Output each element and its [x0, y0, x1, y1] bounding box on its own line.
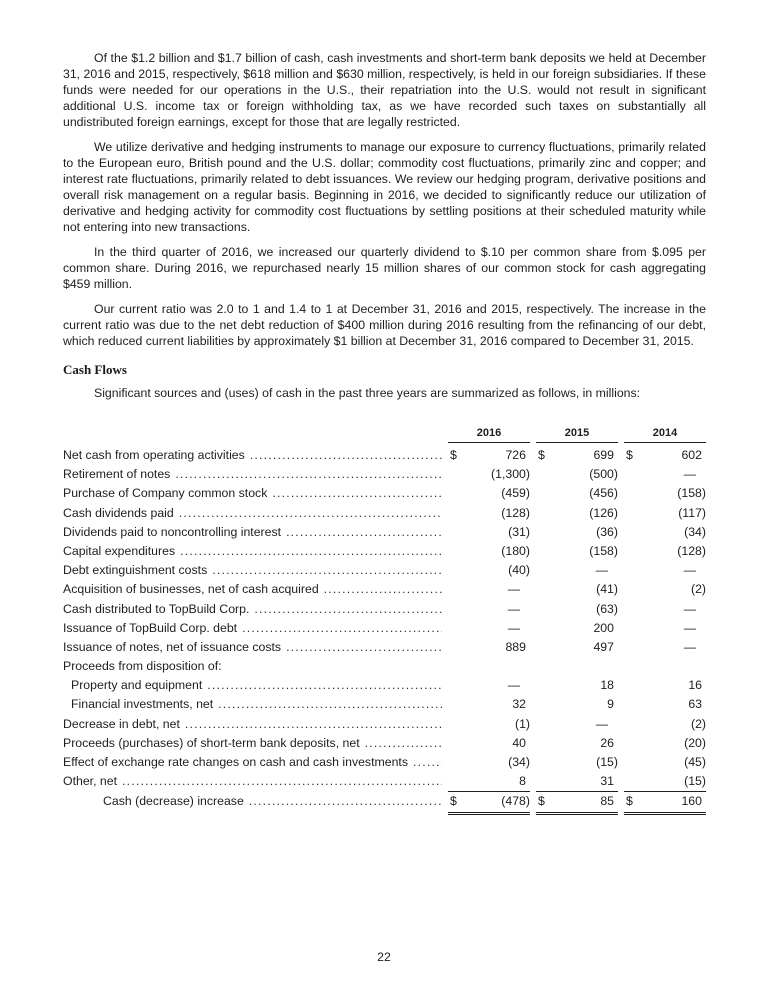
row-label-area: [63, 657, 442, 676]
value-cell: [448, 638, 530, 657]
dot-leader: [207, 676, 442, 695]
value-cell: [624, 600, 706, 619]
cell-value: 31: [600, 774, 614, 789]
row-label: Capital expenditures: [63, 543, 176, 558]
paragraph-derivatives: We utilize derivative and hedging instruments to manage our exposure to currency fluctuations, primarily related to the European euro, British pound and the U.S. dollar; commodity cost fluctuations, primarily zinc and copper; and interest rate fluctuations, primarily related to debt issuances. We review our hedging program, derivative positions and overall risk management on a regular basis. Beginning in 2016, we decided to significantly reduce our utilization of derivative and hedging activity for commodity cost fluctuations by settling positions at their scheduled maturity while not entering into new transactions.: [63, 140, 706, 234]
value-cell: [536, 753, 618, 772]
row-label-area: [63, 734, 442, 753]
row-label: Cash distributed to TopBuild Corp.: [63, 601, 250, 616]
cell-value: (478): [501, 794, 530, 809]
dot-leader: [324, 580, 442, 599]
row-label-area: [63, 484, 442, 503]
table-row: [63, 791, 706, 810]
dot-leader: [122, 772, 442, 791]
cell-value: (2): [690, 582, 706, 597]
row-label-area: [63, 523, 442, 542]
cash-flows-table: [63, 427, 706, 811]
currency-symbol: $: [450, 448, 457, 462]
row-label-area: [63, 446, 442, 465]
dot-leader: [180, 542, 442, 561]
cell-value: (158): [589, 543, 618, 558]
dot-leader: [286, 523, 442, 542]
value-cell: [624, 676, 706, 695]
row-label: Dividends paid to noncontrolling interest: [63, 524, 282, 539]
table-row: [63, 676, 706, 695]
table-row: [63, 580, 706, 599]
table-row: [63, 542, 706, 561]
value-cell: [448, 772, 530, 791]
row-label-area: [63, 753, 442, 772]
cell-value: 16: [688, 678, 702, 693]
paragraph-dividend: In the third quarter of 2016, we increased our quarterly dividend to $.10 per common share from $.095 per common share. During 2016, we repurchased nearly 15 million shares of our common stock for cash aggregating $459 million.: [63, 245, 706, 291]
value-cell: [536, 715, 618, 734]
row-label-area: [63, 676, 442, 695]
row-label: Other, net: [63, 774, 118, 789]
paragraph-current-ratio: Our current ratio was 2.0 to 1 and 1.4 to 1 at December 31, 2016 and 2015, respectively. The increase in the current ratio was due to the net debt reduction of $400 million during 2016 resulting from the refinancing of our debt, which reduced current liabilities by approximately $1 billion at December 31, 2016 compared to December 31, 2015.: [63, 302, 706, 348]
cell-value: (180): [501, 543, 530, 558]
cell-value: 40: [512, 735, 526, 750]
value-cell: [448, 619, 530, 638]
value-cell: [536, 638, 618, 657]
cell-value: (63): [596, 601, 618, 616]
paragraph-cash-held: Of the $1.2 billion and $1.7 billion of cash, cash investments and short-term bank deposits we held at December 31, 2016 and 2015, respectively, $618 million and $630 million, respectively, is held in our foreign subsidiaries. If these funds were needed for our operations in the U.S., their repatriation into the U.S. would not result in significant additional U.S. income tax or foreign withholding tax, as we have recorded such taxes on substantially all undistributed foreign earnings, except for those that are legally restricted.: [63, 51, 706, 129]
value-cell: [448, 734, 530, 753]
dot-leader: [185, 715, 442, 734]
table-row: [63, 753, 706, 772]
dot-leader: [179, 504, 442, 523]
currency-symbol: $: [538, 794, 545, 809]
value-cell: [448, 484, 530, 503]
row-label: Cash dividends paid: [63, 505, 174, 520]
row-label: Proceeds from disposition of:: [63, 659, 222, 674]
cell-value: (36): [596, 524, 618, 539]
table-column-header-2016: 2016: [448, 427, 530, 443]
value-cell: [536, 523, 618, 542]
cell-value: 699: [593, 448, 614, 462]
cell-value: (1,300): [491, 467, 530, 482]
table-row: [63, 446, 706, 465]
currency-symbol: $: [626, 448, 633, 462]
value-cell: [624, 523, 706, 542]
cell-value: —: [507, 601, 520, 616]
value-cell: [624, 504, 706, 523]
value-cell: [624, 772, 706, 791]
table-row: [63, 619, 706, 638]
cell-value: —: [683, 563, 696, 578]
table-row: [63, 504, 706, 523]
cell-value: (15): [596, 755, 618, 769]
value-cell: [536, 542, 618, 561]
row-label: Retirement of notes: [63, 467, 171, 482]
value-cell: [448, 542, 530, 561]
cell-value: (456): [589, 486, 618, 501]
row-label: Decrease in debt, net: [63, 716, 180, 731]
cell-value: (500): [589, 467, 618, 482]
value-cell: [624, 734, 706, 753]
value-cell: [448, 791, 530, 814]
value-cell: [448, 715, 530, 734]
value-cell: [536, 580, 618, 599]
table-row: [63, 484, 706, 503]
cell-value: (15): [684, 774, 706, 789]
cell-value: 8: [519, 774, 526, 789]
row-label-area: [63, 465, 442, 484]
table-header-row: [63, 427, 706, 443]
cell-value: 200: [593, 620, 614, 635]
table-row: [63, 523, 706, 542]
cell-value: (459): [501, 486, 530, 501]
currency-symbol: $: [450, 794, 457, 809]
value-cell: [624, 542, 706, 561]
cell-value: (20): [684, 735, 706, 750]
dot-leader: [242, 619, 442, 638]
table-row: [63, 657, 706, 676]
row-label: Proceeds (purchases) of short-term bank deposits, net: [63, 735, 360, 750]
cell-value: (117): [678, 505, 706, 520]
value-cell: [536, 619, 618, 638]
value-cell: [448, 600, 530, 619]
section-heading-cash-flows: Cash Flows: [63, 362, 127, 377]
table-row: [63, 715, 706, 734]
value-cell: [448, 446, 530, 465]
dot-leader: [413, 753, 442, 772]
cell-value: 160: [681, 794, 702, 809]
row-label-area: [63, 638, 442, 657]
table-column-header-2014: 2014: [624, 427, 706, 443]
cell-value: —: [507, 582, 520, 597]
currency-symbol: $: [538, 448, 545, 462]
dot-leader: [212, 561, 442, 580]
value-cell: [536, 600, 618, 619]
cell-value: (128): [677, 543, 706, 558]
value-cell: [624, 446, 706, 465]
row-label: Net cash from operating activities: [63, 448, 245, 462]
value-cell: [536, 676, 618, 695]
cell-value: (34): [508, 755, 530, 769]
cell-value: —: [507, 620, 520, 635]
dot-leader: [286, 638, 442, 657]
table-column-header-2015: 2015: [536, 427, 618, 443]
row-label-area: [63, 600, 442, 619]
value-cell: [536, 446, 618, 465]
value-cell: [536, 695, 618, 714]
cell-value: 85: [600, 794, 614, 809]
cell-value: 63: [688, 697, 702, 712]
value-cell: [536, 791, 618, 814]
value-cell: [448, 561, 530, 580]
cell-value: (34): [684, 524, 706, 539]
cell-value: —: [595, 563, 608, 578]
value-cell: [448, 580, 530, 599]
row-label: Property and equipment: [71, 678, 203, 693]
value-cell: [624, 580, 706, 599]
value-cell: [624, 619, 706, 638]
value-cell: [448, 753, 530, 772]
dot-leader: [250, 446, 442, 465]
cell-value: —: [683, 620, 696, 635]
cell-value: (128): [501, 505, 530, 520]
dot-leader: [272, 484, 442, 503]
cell-value: 726: [505, 448, 526, 462]
value-cell: [624, 715, 706, 734]
row-label-area: [63, 792, 442, 811]
value-cell: [624, 791, 706, 814]
cell-value: 602: [681, 448, 702, 462]
table-body: [63, 446, 706, 811]
row-label-area: [63, 619, 442, 638]
row-label: Financial investments, net: [71, 697, 214, 712]
cell-value: 26: [600, 735, 614, 750]
row-label: Effect of exchange rate changes on cash and cash investments: [63, 755, 408, 769]
row-label-area: [63, 504, 442, 523]
row-label: Debt extinguishment costs: [63, 563, 208, 578]
currency-symbol: $: [626, 794, 633, 809]
value-cell: [624, 484, 706, 503]
table-row: [63, 772, 706, 791]
row-label-area: [63, 542, 442, 561]
cell-value: —: [683, 601, 696, 616]
value-cell: [624, 695, 706, 714]
value-cell: [448, 523, 530, 542]
page-number: 22: [377, 950, 391, 964]
value-cell: [624, 465, 706, 484]
cell-value: 497: [593, 639, 614, 654]
cell-value: 889: [505, 639, 526, 654]
cell-value: (1): [514, 716, 530, 731]
row-label: Issuance of TopBuild Corp. debt: [63, 620, 238, 635]
cell-value: (31): [508, 524, 530, 539]
table-intro: Significant sources and (uses) of cash in the past three years are summarized as follows, in millions:: [94, 386, 641, 400]
row-label-area: [63, 695, 442, 714]
value-cell: [448, 465, 530, 484]
cell-value: (2): [690, 716, 706, 731]
cell-value: (158): [677, 486, 706, 501]
cell-value: (40): [508, 563, 530, 578]
table-row: [63, 465, 706, 484]
row-label-area: [63, 561, 442, 580]
value-cell: [624, 753, 706, 772]
table-row: [63, 638, 706, 657]
row-label: Purchase of Company common stock: [63, 486, 268, 501]
dot-leader: [365, 734, 442, 753]
table-row: [63, 561, 706, 580]
table-row: [63, 695, 706, 714]
cell-value: 18: [600, 678, 614, 693]
row-label: Issuance of notes, net of issuance costs: [63, 639, 282, 654]
cell-value: —: [683, 639, 696, 654]
cell-value: (41): [596, 582, 618, 597]
value-cell: [536, 484, 618, 503]
value-cell: [536, 772, 618, 791]
value-cell: [536, 734, 618, 753]
value-cell: [624, 561, 706, 580]
table-row: [63, 600, 706, 619]
row-label-area: [63, 772, 442, 791]
cell-value: —: [595, 716, 608, 731]
value-cell: [536, 465, 618, 484]
cell-value: 9: [607, 697, 614, 712]
table-row: [63, 734, 706, 753]
row-label-area: [63, 715, 442, 734]
value-cell: [448, 676, 530, 695]
cell-value: (45): [684, 755, 706, 769]
cell-value: (126): [589, 505, 618, 520]
row-label: Acquisition of businesses, net of cash acquired: [63, 582, 319, 597]
dot-leader: [218, 695, 442, 714]
cell-value: 32: [512, 697, 526, 712]
value-cell: [536, 561, 618, 580]
dot-leader: [175, 465, 442, 484]
value-cell: [448, 504, 530, 523]
value-cell: [448, 695, 530, 714]
cell-value: —: [683, 467, 696, 482]
row-label-area: [63, 580, 442, 599]
value-cell: [624, 638, 706, 657]
dot-leader: [249, 792, 442, 811]
cell-value: —: [507, 678, 520, 693]
row-label: Cash (decrease) increase: [103, 794, 244, 809]
value-cell: [536, 504, 618, 523]
dot-leader: [254, 600, 442, 619]
